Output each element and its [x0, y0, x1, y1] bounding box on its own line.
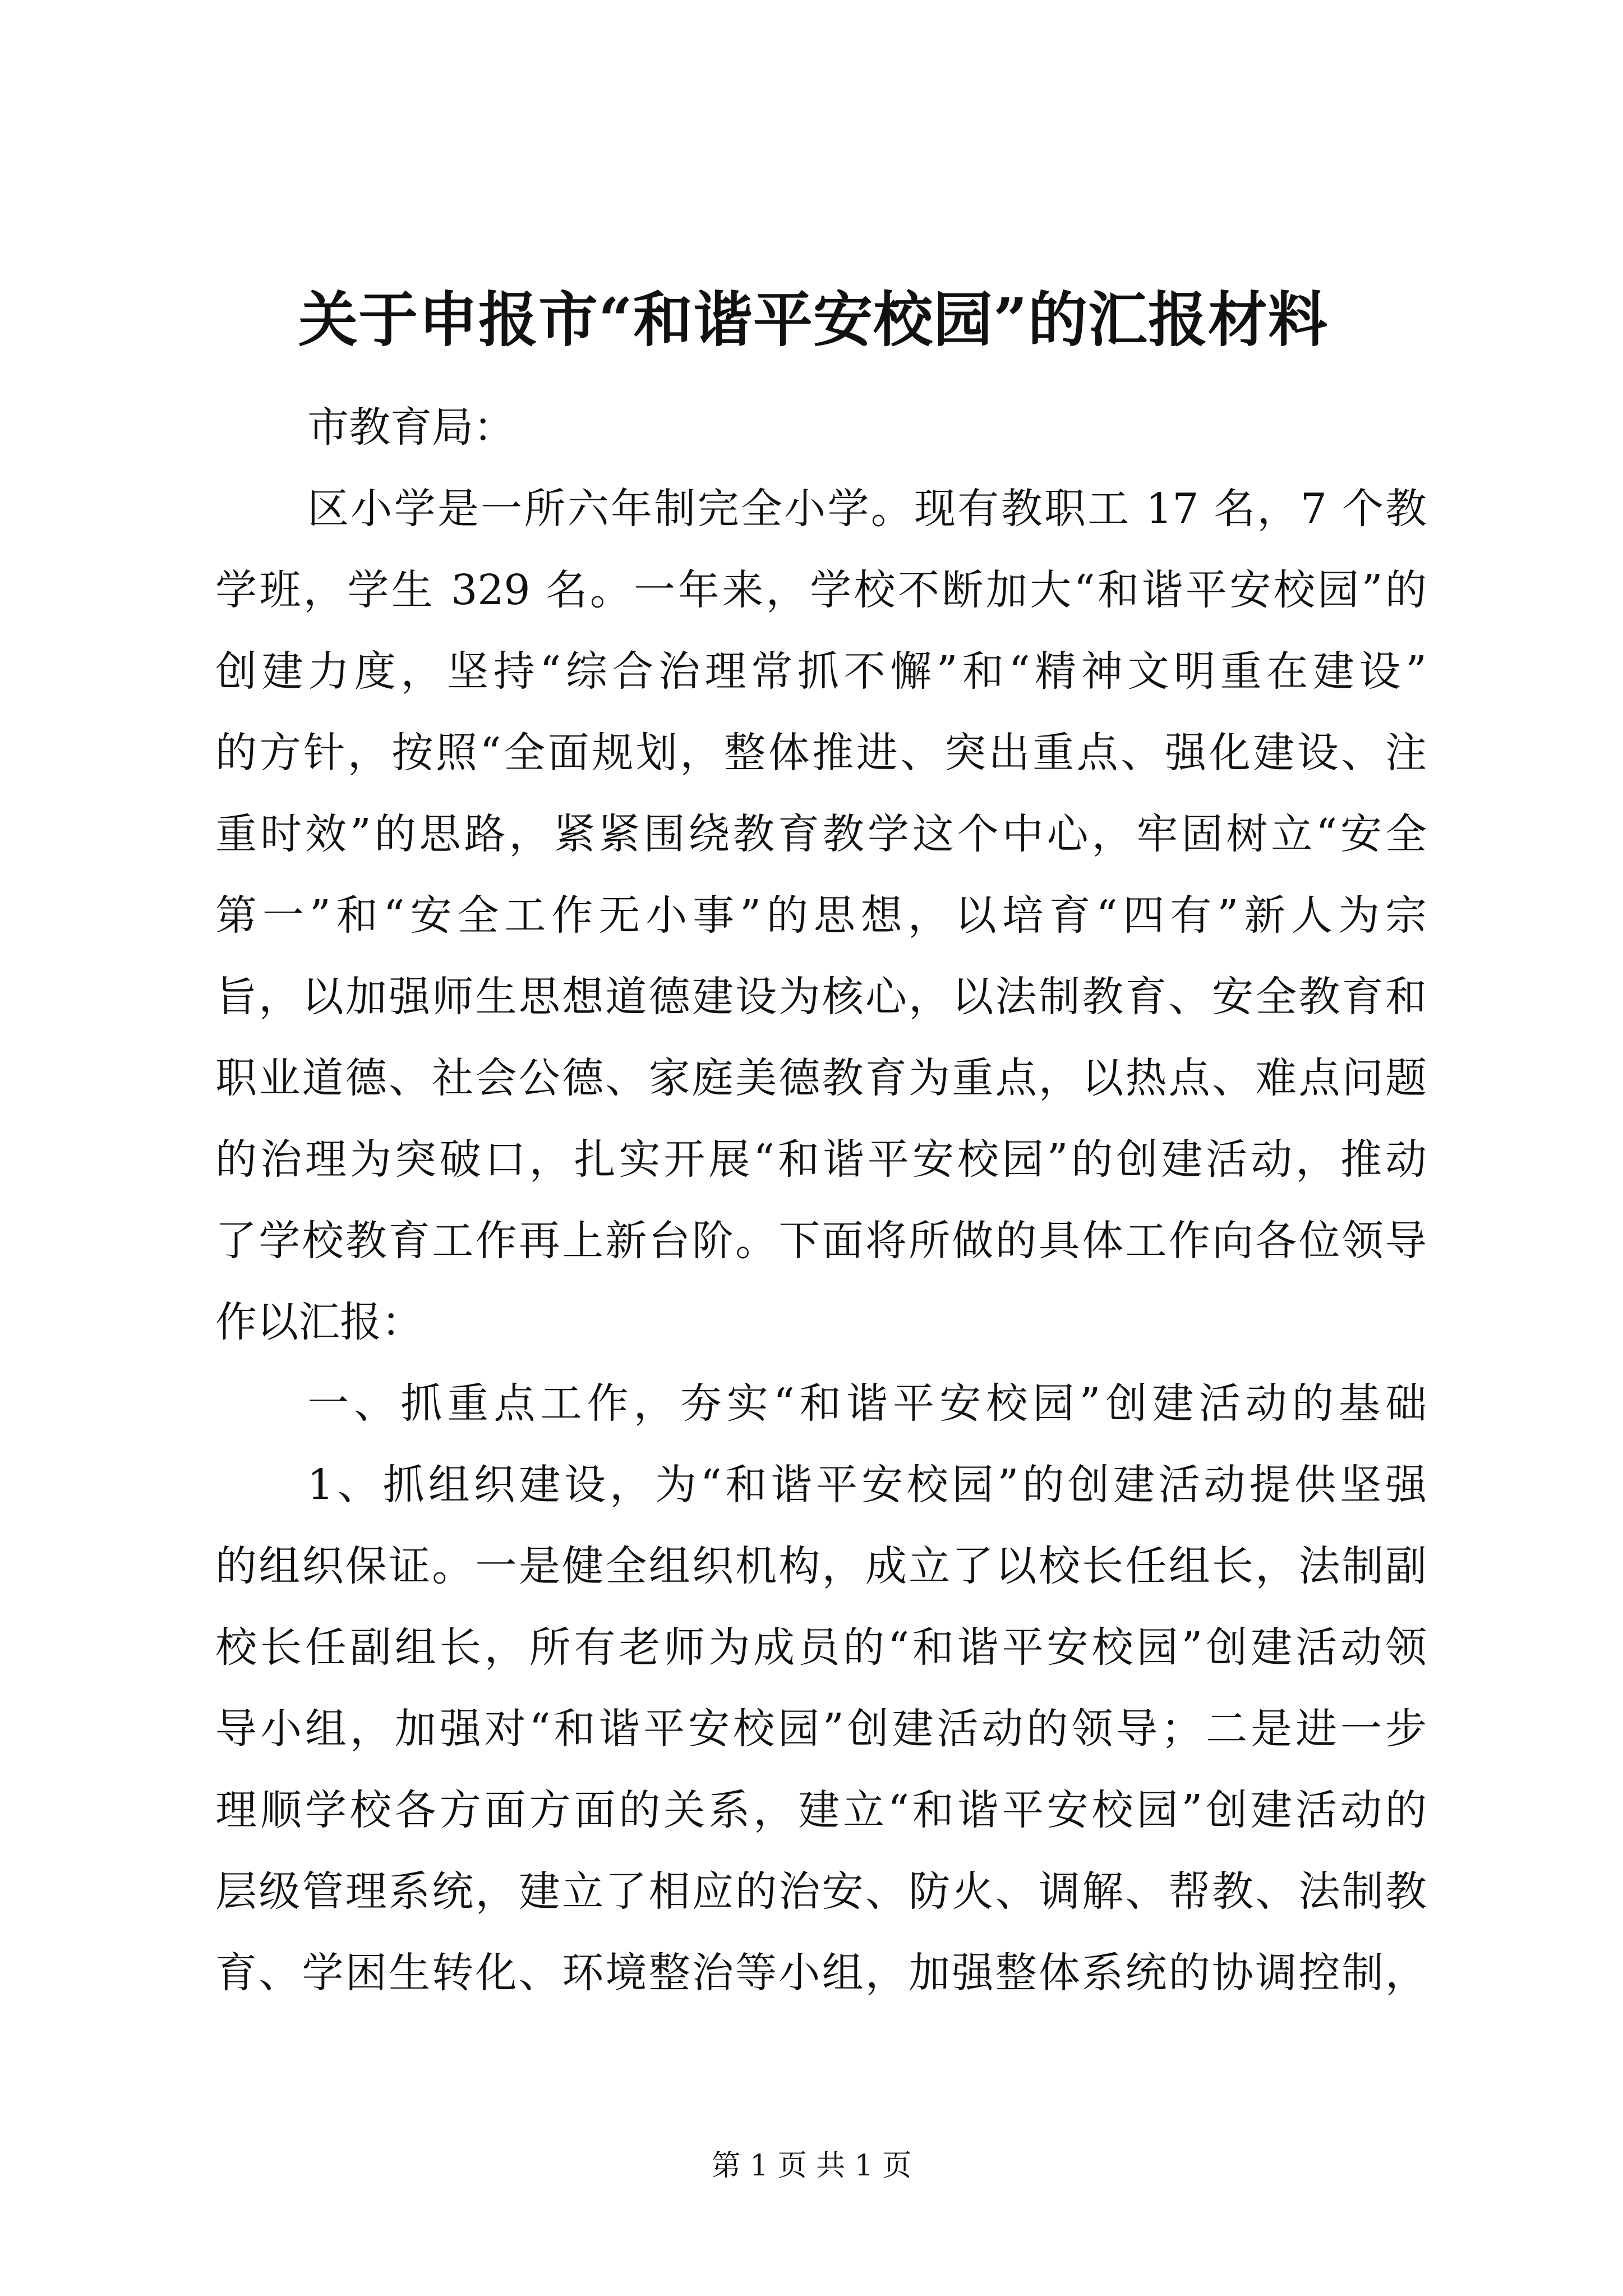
paragraph-line: 学班，学生 329 名。一年来，学校不断加大“和谐平安校园”的	[215, 566, 1427, 614]
paragraph-line: 理顺学校各方面方面的关系，建立“和谐平安校园”创建活动的	[215, 1786, 1427, 1834]
paragraph-line: 第一”和“安全工作无小事”的思想，以培育“四有”新人为宗	[215, 891, 1427, 940]
paragraph-line: 的组织保证。一是健全组织机构，成立了以校长任组长，法制副	[215, 1542, 1427, 1590]
paragraph-line: 1、抓组织建设，为“和谐平安校园”的创建活动提供坚强	[307, 1461, 1427, 1509]
paragraph-line: 的治理为突破口，扎实开展“和谐平安校园”的创建活动，推动	[215, 1135, 1427, 1184]
paragraph-line: 重时效”的思路，紧紧围绕教育教学这个中心，牢固树立“安全	[215, 810, 1427, 858]
page-footer: 第 1 页 共 1 页	[711, 2149, 912, 2183]
paragraph-line: 的方针，按照“全面规划，整体推进、突出重点、强化建设、注	[215, 729, 1427, 777]
paragraph-line: 旨，以加强师生思想道德建设为核心，以法制教育、安全教育和	[215, 973, 1427, 1021]
document-title: 关于申报市“和谐平安校园”的汇报材料	[298, 284, 1328, 355]
paragraph-line: 了学校教育工作再上新台阶。下面将所做的具体工作向各位领导	[215, 1217, 1427, 1265]
paragraph-line: 校长任副组长，所有老师为成员的“和谐平安校园”创建活动领	[215, 1623, 1427, 1672]
document-body	[215, 387, 1427, 2014]
paragraph-line: 育、学困生转化、环境整治等小组，加强整体系统的协调控制，	[215, 1949, 1427, 1997]
salutation-line: 市教育局：	[307, 403, 515, 452]
paragraph-line: 区小学是一所六年制完全小学。现有教职工 17 名，7 个教	[307, 485, 1427, 533]
section-heading: 一、抓重点工作，夯实“和谐平安校园”创建活动的基础	[307, 1379, 1427, 1428]
paragraph-line: 层级管理系统，建立了相应的治安、防火、调解、帮教、法制教	[215, 1867, 1427, 1916]
paragraph-line: 职业道德、社会公德、家庭美德教育为重点，以热点、难点问题	[215, 1054, 1427, 1102]
paragraph-line: 创建力度，坚持“综合治理常抓不懈”和“精神文明重在建设”	[215, 647, 1427, 696]
paragraph-line: 作以汇报：	[215, 1298, 423, 1346]
paragraph-line: 导小组，加强对“和谐平安校园”创建活动的领导；二是进一步	[215, 1705, 1427, 1753]
